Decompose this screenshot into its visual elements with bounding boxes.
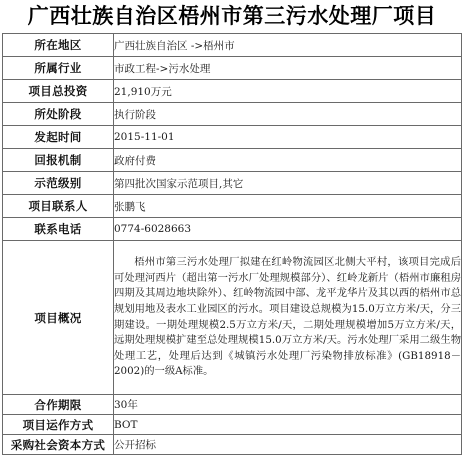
table-row-procurement bbox=[3, 435, 462, 455]
table-row-operation-mode bbox=[3, 415, 462, 435]
row-label-contact-person: 项目联系人 bbox=[3, 195, 114, 218]
row-value-overview bbox=[114, 241, 462, 395]
row-value-investment: 21,910万元 bbox=[114, 80, 462, 103]
table-row-overview bbox=[3, 241, 462, 395]
row-value-contact-phone: 0774-6028663 bbox=[114, 218, 462, 241]
table-row-industry bbox=[3, 57, 462, 80]
row-value-operation-mode: BOT bbox=[114, 415, 462, 435]
row-value-region: 广西壮族自治区 ->梧州市 bbox=[114, 34, 462, 57]
row-label-industry: 所属行业 bbox=[3, 57, 114, 80]
table-row-demo-level bbox=[3, 172, 462, 195]
row-value-procurement: 公开招标 bbox=[114, 435, 462, 455]
row-label-start-date: 发起时间 bbox=[3, 126, 114, 149]
project-info-table bbox=[2, 33, 462, 455]
row-label-demo-level: 示范级别 bbox=[3, 172, 114, 195]
table-row-start-date bbox=[3, 126, 462, 149]
page-title: 广西壮族自治区梧州市第三污水处理厂项目 bbox=[27, 3, 437, 28]
row-value-contact-person: 张鹏飞 bbox=[114, 195, 462, 218]
overview-text: 梧州市第三污水处理厂拟建在红岭物流园区北侧大平村，该项目完成后可处理河西片（超出第一污水厂处理规模部分）、红岭龙新片（梧州市廉租房四期及其周边地块除外）、红岭物流园中部、龙平龙华片及其以西的梧州市总规划用地及表水工业园区的污水。项目建设总规模为15.0万立方米/天，分三期建设。一期处理规模2.5万立方米/天，二期处理规模增加5万立方米/天，远期处理规模扩建至总处理规模15.0万立方米/天。污水处理厂采用二级生物处理工艺，处理后达到《城镇污水处理厂污染物排放标准》(GB18918－2002)的一级A标准。 bbox=[114, 256, 461, 378]
row-value-term: 30年 bbox=[114, 395, 462, 415]
row-value-return-mechanism: 政府付费 bbox=[114, 149, 462, 172]
row-label-region: 所在地区 bbox=[3, 34, 114, 57]
table-row-return-mechanism bbox=[3, 149, 462, 172]
row-label-return-mechanism: 回报机制 bbox=[3, 149, 114, 172]
table-row-region bbox=[3, 34, 462, 57]
table-row-investment bbox=[3, 80, 462, 103]
row-value-industry: 市政工程->污水处理 bbox=[114, 57, 462, 80]
table-row-contact-phone bbox=[3, 218, 462, 241]
table-row-stage bbox=[3, 103, 462, 126]
row-label-stage: 所处阶段 bbox=[3, 103, 114, 126]
row-value-stage: 执行阶段 bbox=[114, 103, 462, 126]
row-label-investment: 项目总投资 bbox=[3, 80, 114, 103]
table-row-contact-person bbox=[3, 195, 462, 218]
table-row-term bbox=[3, 395, 462, 415]
row-label-operation-mode: 项目运作方式 bbox=[3, 415, 114, 435]
row-value-demo-level: 第四批次国家示范项目,其它 bbox=[114, 172, 462, 195]
row-value-start-date: 2015-11-01 bbox=[114, 126, 462, 149]
row-label-contact-phone: 联系电话 bbox=[3, 218, 114, 241]
row-label-procurement: 采购社会资本方式 bbox=[3, 435, 114, 455]
row-label-term: 合作期限 bbox=[3, 395, 114, 415]
row-label-overview: 项目概况 bbox=[3, 241, 114, 395]
